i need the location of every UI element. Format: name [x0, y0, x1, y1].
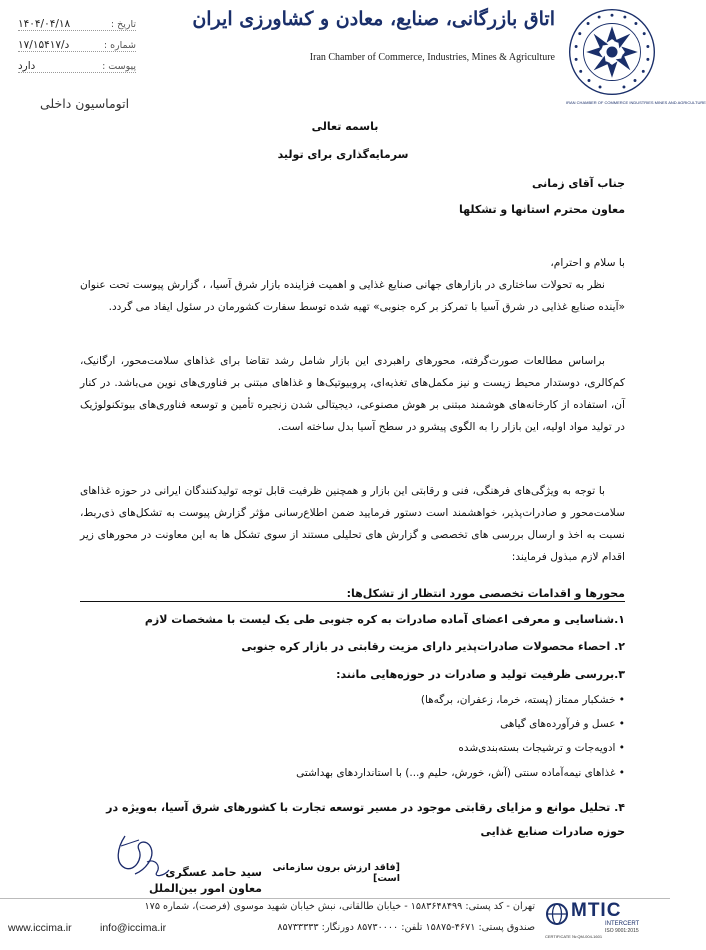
footer-contact: صندوق پستی: ۴۶۷۱-۱۵۸۷۵ تلفن: ۸۵۷۳۰۰۰۰ دورنگار: ۸۵۷۳۳۳۳۳ [277, 922, 535, 933]
recipient-name: جناب آقای زمانی [532, 177, 625, 190]
certification-mark [545, 900, 660, 940]
internal-note: [فاقد ارزش برون سازمانی است] [272, 862, 400, 884]
org-name-en: Iran Chamber of Commerce, Industries, Mines & Agriculture [309, 52, 555, 63]
date-value: ۱۴۰۴/۰۴/۱۸ [18, 18, 71, 30]
bullet-item: • ادویه‌جات و ترشیجات بسته‌بندی‌شده [458, 742, 625, 754]
section-title: محورها و اقدامات تخصصی مورد انتظار از تشکل‌ها: [80, 587, 625, 602]
bullet-dot-icon: • [615, 767, 625, 779]
attachment-value: دارد [18, 60, 36, 72]
letter-meta [18, 10, 136, 73]
item-3: ۳.بررسی ظرفیت تولید و صادرات در حوزه‌هایی مانند: [336, 668, 625, 681]
number-row [18, 31, 136, 52]
date-row [18, 10, 136, 31]
signatory-title: معاون امور بین‌الملل [149, 882, 262, 895]
paragraph-3: با توجه به ویژگی‌های فرهنگی، فنی و رقابتی این بازار و همچنین ظرفیت قابل توجه تولیدکنندگان ایرانی در حوزه غذاهای سلامت‌محور و صادرات‌پذیر، خواهشمند است دستور فرمایید ضمن اطلاع‌رسانی مؤثر گزارش پیوست به تشکل‌های ذی‌ربط، نسبت به اخذ و ارسال بررسی های تخصصی و گزارش های تحلیلی مستند از سوی تشکل ها به این معاونت در محورهای زیر اقدام لازم مبذول فرمایند: [80, 485, 625, 563]
globe-icon [545, 902, 569, 926]
footer-divider [0, 898, 670, 899]
number-label: شماره : [103, 40, 136, 51]
bullet-item: • غذاهای نیمه‌آماده سنتی (آش، خورش، حلیم و...) با استانداردهای بهداشتی [296, 767, 625, 779]
chamber-logo-icon [566, 6, 658, 98]
cert-sub: INTERCERT [605, 921, 640, 927]
recipient-title: معاون محترم استانها و تشکلها [459, 203, 625, 216]
signatory-name: سید حامد عسگری [165, 866, 262, 879]
bullet-dot-icon: • [615, 694, 625, 706]
signature-icon [95, 828, 255, 888]
org-name-fa: اتاق بازرگانی، صنایع، معادن و کشاورزی ایران [192, 8, 555, 30]
cert-note: CERTIFICATE № QM-004-1601 [545, 934, 603, 939]
attachment-label: پیوست : [102, 61, 136, 72]
item-1: ۱.شناسایی و معرفی اعضای آماده صادرات به کره جنوبی طی یک لیست با مشخصات لازم [144, 613, 625, 626]
seal-text: IRAN CHAMBER OF COMMERCE INDUSTRIES MINES AND AGRICULTURE [566, 100, 706, 105]
greeting: با سلام و احترام، [550, 257, 625, 269]
number-value: ۱۷/۱۵۴۱۷/د [18, 39, 70, 51]
bullet-item: • عسل و فرآورده‌های گیاهی [500, 718, 625, 730]
footer-address: تهران - کد پستی: ۱۵۸۳۶۴۸۴۹۹ - خیابان طالقانی، نبش خیابان شهید موسوی (فرصت)، شماره ۱۷۵ [144, 901, 535, 912]
date-label: تاریخ : [110, 19, 136, 30]
item-4: ۴. تحلیل موانع و مزایای رقابتی موجود در مسیر توسعه تجارت با کشورهای شرق آسیا، به‌ویژه در حوزه صادرات صنایع غذایی [106, 801, 625, 838]
bullet-item: • خشکبار ممتاز (پسته، خرما، زعفران، برگه‌ها) [420, 694, 625, 706]
attachment-row [18, 52, 136, 73]
paragraph-2: براساس مطالعات صورت‌گرفته، محورهای راهبردی این بازار شامل رشد تقاضا برای غذاهای سلامت‌محور، ارگانیک، کم‌کالری، دوستدار محیط زیست و نیز مکمل‌های تغذیه‌ای، پروبیوتیک‌ها و غذاهای مبتنی بر فناوری‌های نوین می‌باشد. در کنار آن، استفاده از کارخانه‌های هوشمند مبتنی بر هوش مصنوعی، دیجیتالی شدن زنجیره تأمین و توسعه فناوری‌های بیوتکنولوژیک در تولید مواد اولیه، این بازار را به الگوی پیشرو در سطح آسیا بدل ساخته است. [80, 355, 625, 433]
footer-website[interactable]: www.iccima.ir [8, 922, 72, 934]
item-2: ۲. احصاء محصولات صادرات‌پذیر دارای مزیت رقابتی در بازار کره جنوبی [241, 640, 625, 653]
salutation-line2: سرمایه‌گذاری برای تولید [277, 148, 409, 161]
automation-label: اتوماسیون داخلی [40, 96, 130, 111]
cert-name: MTIC [571, 900, 622, 921]
bullet-dot-icon: • [615, 718, 625, 730]
bullet-dot-icon: • [615, 742, 625, 754]
paragraph-1: نظر به تحولات ساختاری در بازارهای جهانی صنایع غذایی و اهمیت فزاینده بازار شرق آسیا، ، گزارش پیوست تحت عنوان «آینده صنایع غذایی در شرق آسیا با تمرکز بر کره جنوبی» تهیه شده توسط سفارت کشورمان در سئول ایفاد می گردد. [80, 279, 625, 313]
footer-email[interactable]: info@iccima.ir [100, 922, 167, 934]
salutation-line1: باسمه تعالی [311, 120, 379, 133]
org-header [192, 8, 555, 63]
cert-iso: ISO 9001:2015 [605, 928, 639, 934]
